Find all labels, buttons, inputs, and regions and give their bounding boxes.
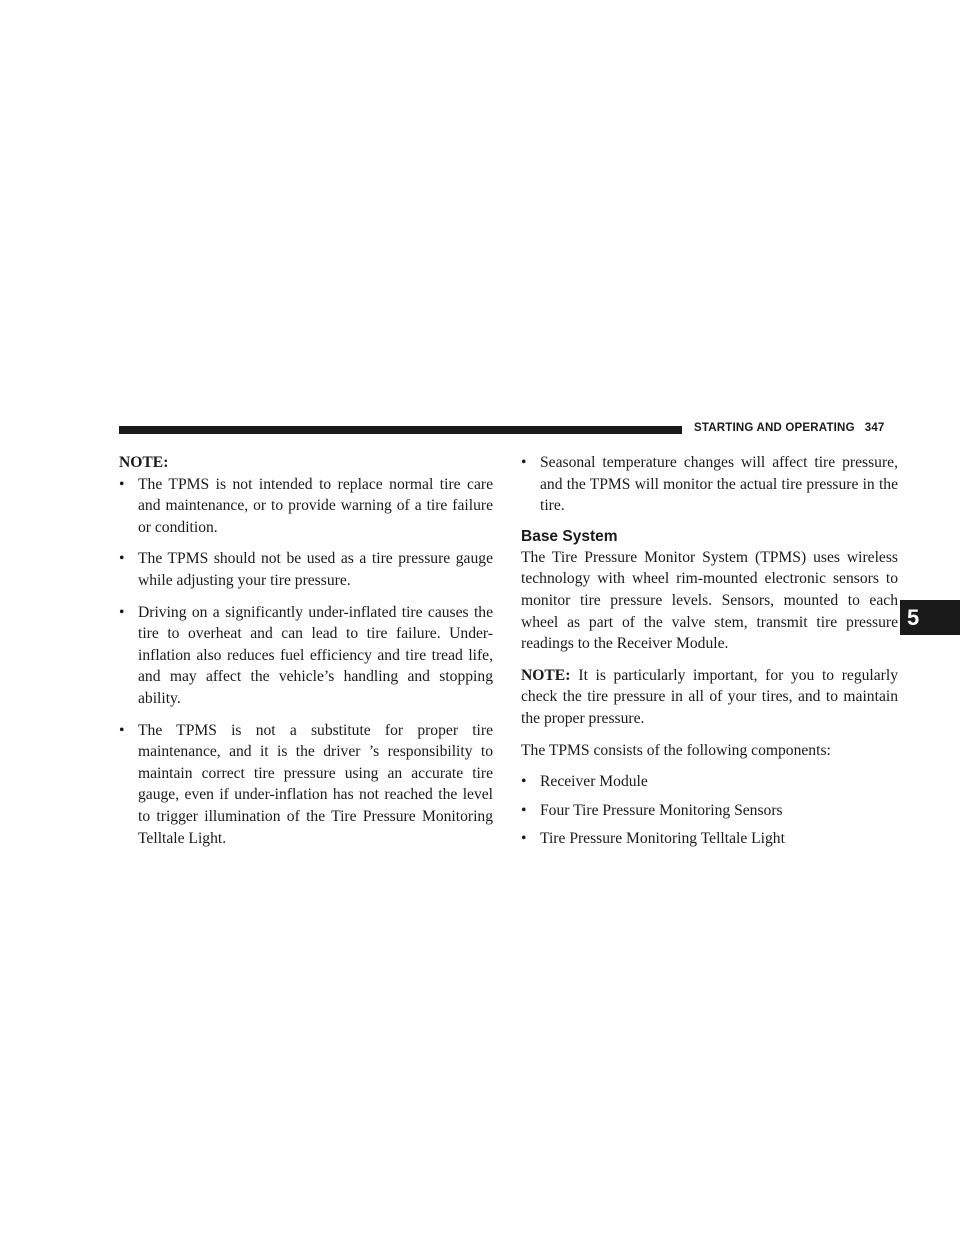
bullet-icon: • (119, 603, 125, 621)
bullet-icon: • (119, 475, 125, 493)
header-rule (119, 426, 682, 434)
chapter-number: 5 (907, 604, 920, 630)
list-item-text: The TPMS is not a substitute for proper tire maintenance, and it is the driver ’s responsibility to maintain correct tire pressure using an accurate tire gauge, even if under-inflation has not reached the level to trigger illumination of the Tire Pressure Monitoring Telltale Light. (138, 721, 493, 847)
note-text: It is particularly important, for you to regularly check the tire pressure in all of your tires, and to maintain the proper pressure. (521, 666, 898, 727)
list-item-text: Seasonal temperature changes will affect tire pressure, and the TPMS will monitor the actual tire pressure in the tire. (540, 454, 898, 515)
section-title: STARTING AND OPERATING (694, 422, 855, 434)
right-column (521, 452, 898, 857)
bullet-icon: • (119, 721, 125, 739)
list-item-text: Four Tire Pressure Monitoring Sensors (540, 801, 783, 819)
section-heading: Base System (521, 527, 618, 545)
list-item-text: Tire Pressure Monitoring Telltale Light (540, 830, 785, 848)
list-item-text: The TPMS should not be used as a tire pressure gauge while adjusting your tire pressure. (138, 550, 493, 589)
note-label: NOTE: (521, 666, 571, 684)
bullet-icon: • (521, 454, 527, 471)
bullet-icon: • (521, 830, 527, 848)
list-item (521, 800, 898, 822)
note-label: NOTE: (119, 454, 169, 471)
bullet-icon: • (119, 550, 125, 568)
page-number: 347 (864, 422, 885, 434)
list-item-text: Driving on a significantly under-inflated tire causes the tire to overheat and can lead to tire failure. Under-inflation also reduces fuel efficiency and tire tread life, and may affect the vehicle’s handling and stopping ability. (138, 603, 493, 707)
list-item (119, 602, 493, 710)
list-item-text: The TPMS is not intended to replace normal tire care and maintenance, or to provide warning of a tire failure or condition. (138, 475, 493, 536)
intro-paragraph: The Tire Pressure Monitor System (TPMS) uses wireless technology with wheel rim-mounted electronic sensors to monitor tire pressure levels. Sensors, mounted to each wheel as part of the valve stem, transmit tire pressure readings to the Receiver Module. (521, 548, 898, 653)
list-item (119, 474, 493, 539)
components-intro: The TPMS consists of the following components: (521, 741, 831, 759)
list-item (119, 548, 493, 591)
list-item (521, 452, 898, 517)
list-item-text: Receiver Module (540, 773, 648, 791)
note-paragraph (521, 665, 898, 730)
list-item (119, 720, 493, 850)
chapter-tab (900, 600, 960, 635)
bullet-icon: • (521, 773, 527, 791)
bullet-icon: • (521, 801, 527, 819)
list-item (521, 771, 898, 793)
left-column (119, 452, 493, 859)
list-item (521, 828, 898, 850)
running-header (694, 422, 885, 434)
